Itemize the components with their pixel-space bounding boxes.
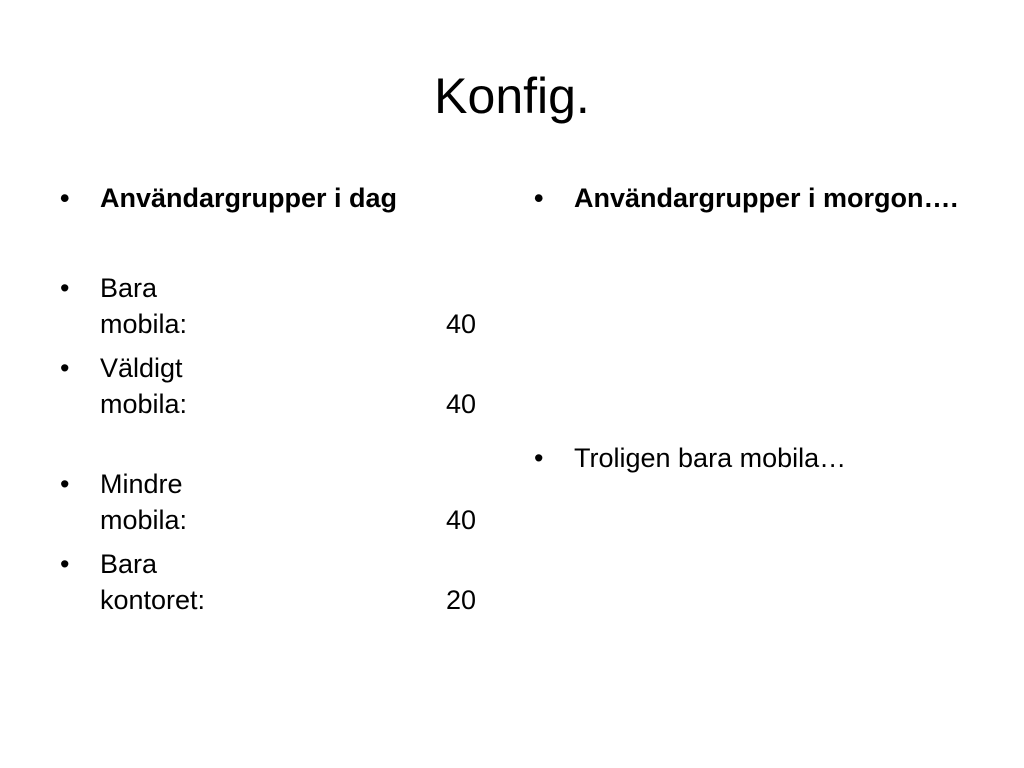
bullet-icon: • <box>534 183 544 213</box>
bullet-icon: • <box>60 469 70 499</box>
item-value: 40 <box>445 309 476 339</box>
bullet-icon: • <box>60 549 70 579</box>
item-value: 40 <box>445 389 476 419</box>
left-heading-item <box>56 180 530 216</box>
bullet-icon: • <box>60 353 70 383</box>
bullet-icon: • <box>534 443 544 473</box>
right-heading: Användargrupper i morgon…. <box>574 183 959 213</box>
list-item <box>56 350 476 422</box>
item-label-line2: mobila: <box>100 309 188 339</box>
left-heading: Användargrupper i dag <box>100 183 398 213</box>
list-item <box>530 440 1014 476</box>
bullet-icon: • <box>60 273 70 303</box>
bullet-icon: • <box>60 183 70 213</box>
item-text: Troligen bara mobila… <box>574 443 847 473</box>
item-label-line2: mobila: <box>100 505 188 535</box>
item-label-line2: mobila: <box>100 389 188 419</box>
slide-title: Konfig. <box>434 68 590 124</box>
item-value: 20 <box>445 585 476 615</box>
item-label-line2: kontoret: <box>100 585 206 615</box>
list-item <box>56 466 476 538</box>
item-label-line1: Mindre <box>100 469 183 499</box>
list-item <box>56 546 476 618</box>
right-heading-item <box>530 180 1014 216</box>
list-item <box>56 270 476 342</box>
item-label-line1: Bara <box>100 549 158 579</box>
item-label-line1: Väldigt <box>100 353 183 383</box>
item-value: 40 <box>445 505 476 535</box>
item-label-line1: Bara <box>100 273 158 303</box>
